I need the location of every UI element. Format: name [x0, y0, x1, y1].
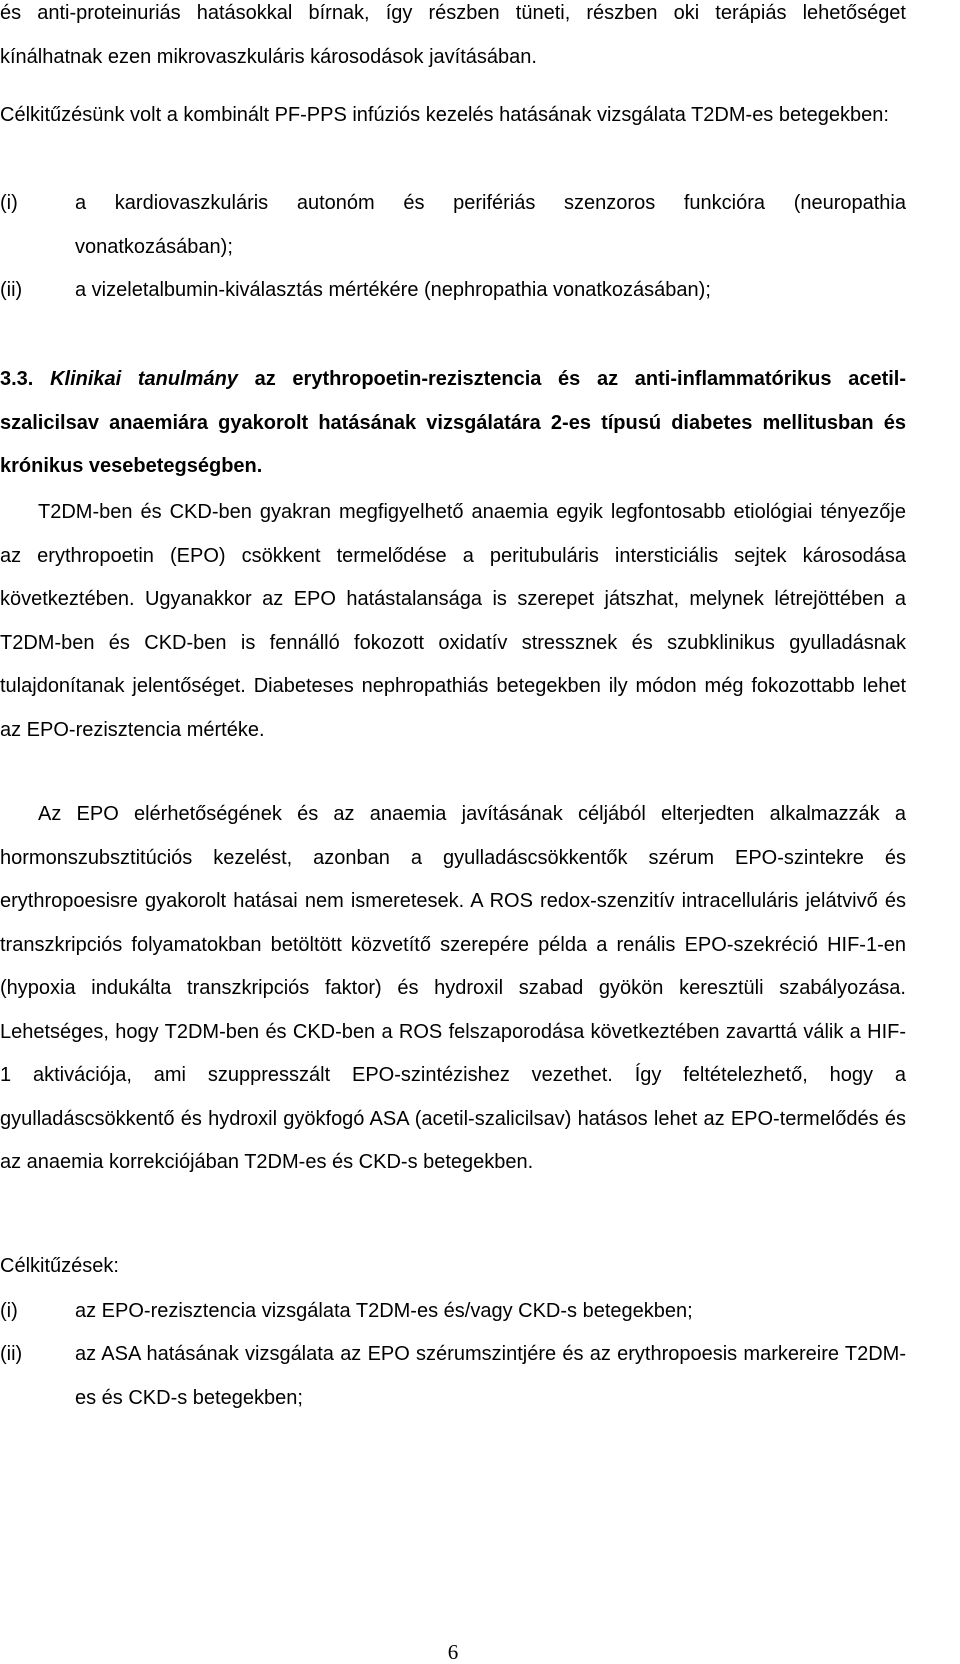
list-marker: (ii): [0, 279, 23, 301]
intro-paragraph: és anti-proteinuriás hatásokkal bírnak, így részben tüneti, részben oki terápiás lehetőséget kínálhatnak ezen mikrovaszkuláris károsodások javításában.: [0, 2, 906, 68]
page-number: 6: [447, 1640, 459, 1664]
list-item-text: az ASA hatásának vizsgálata az EPO szérumszintjére és az erythropoesis markereire T2DM-es és CKD-s betegekben;: [75, 1343, 906, 1409]
list-item-text: az EPO-rezisztencia vizsgálata T2DM-es és/vagy CKD-s betegekben;: [75, 1300, 693, 1322]
section-number: 3.3.: [0, 368, 34, 390]
list-marker: (i): [0, 192, 18, 214]
aim-paragraph: Célkitűzésünk volt a kombinált PF-PPS infúziós kezelés hatásának vizsgálata T2DM-es betegekben:: [0, 104, 889, 126]
aims-label: Célkitűzések:: [0, 1255, 119, 1277]
section-title: az erythropoetin-rezisztencia és az anti-inflammatórikus acetil-szalicilsav anaemiára gyakorolt hatásának vizsgálatára 2-es típusú diabetes mellitusban és krónikus vesebetegségben.: [0, 368, 906, 477]
list-item-text: a kardiovaszkuláris autonóm és perifériás szenzoros funkcióra (neuropathia vonatkozásában);: [75, 192, 906, 258]
body-paragraph-2: Az EPO elérhetőségének és az anaemia javításának céljából elterjedten alkalmazzák a hormonszubsztitúciós kezelést, azonban a gyulladáscsökkentők szérum EPO-szintekre és erythropoesisre gyakorolt hatásai nem ismeretesek. A ROS redox-szenzitív intracelluláris jelátvivő és transzkripciós folyamatokban betöltött közvetítő szerepére példa a renális EPO-szekréció HIF-1-en (hypoxia indukálta transzkripciós faktor) és hydroxil szabad gyökön keresztüli szabályozása. Lehetséges, hogy T2DM-ben és CKD-ben a ROS felszaporodása következtében zavarttá válik a HIF-1 aktivációja, ami szuppresszált EPO-szintézishez vezethet. Így feltételezhető, hogy a gyulladáscsökkentő és hydroxil gyökfogó ASA (acetil-szalicilsav) hatásos lehet az EPO-termelődés és az anaemia korrekciójában T2DM-es és CKD-s betegekben.: [0, 803, 906, 1173]
list-item-text: a vizeletalbumin-kiválasztás mértékére (nephropathia vonatkozásában);: [75, 279, 711, 301]
section-title-italic: Klinikai tanulmány: [50, 368, 238, 390]
section-heading: [0, 358, 906, 489]
body-paragraph-1: T2DM-ben és CKD-ben gyakran megfigyelhető anaemia egyik legfontosabb etiológiai tényezője az erythropoetin (EPO) csökkent termelődése a peritubuláris intersticiális sejtek károsodása következtében. Ugyanakkor az EPO hatástalansága is szerepet játszhat, melynek létrejöttében a T2DM-ben és CKD-ben is fennálló fokozott oxidatív stressznek és szubklinikus gyulladásnak tulajdonítanak jelentőséget. Diabeteses nephropathiás betegekben ily módon még fokozottabb lehet az EPO-rezisztencia mértéke.: [0, 501, 906, 741]
list-marker: (ii): [0, 1343, 23, 1365]
list-marker: (i): [0, 1300, 18, 1322]
